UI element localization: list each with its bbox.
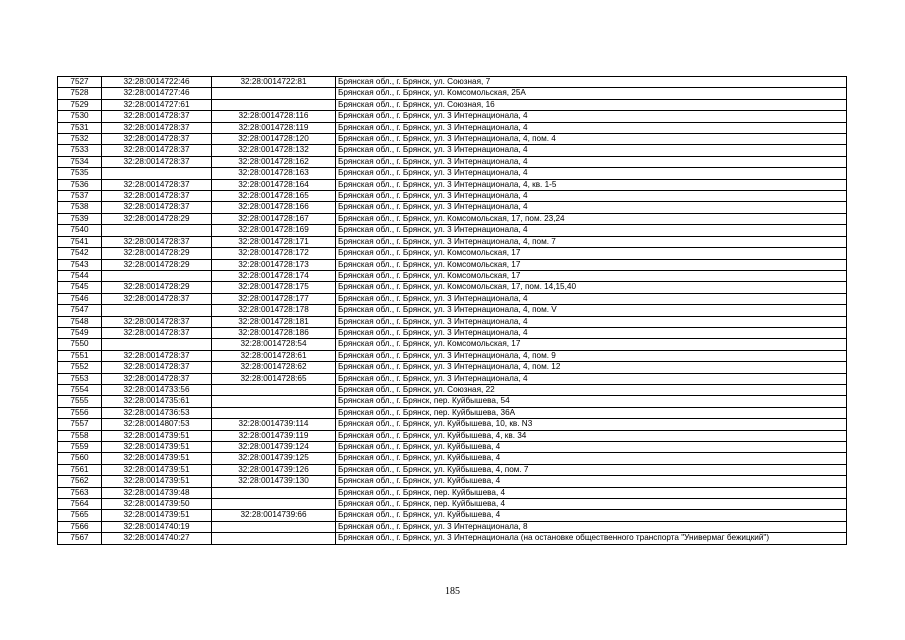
object-cadastral-number-cell [212,99,336,110]
object-cadastral-number-cell: 32:28:0014728:174 [212,270,336,281]
row-number-cell: 7559 [58,442,102,453]
object-cadastral-number-cell [212,407,336,418]
address-cell: Брянская обл., г. Брянск, ул. Комсомольская, 25А [336,88,847,99]
object-cadastral-number-cell: 32:28:0014739:114 [212,419,336,430]
object-cadastral-number-cell: 32:28:0014728:54 [212,339,336,350]
object-cadastral-number-cell: 32:28:0014728:165 [212,191,336,202]
cadastral-number-cell: 32:28:0014736:53 [102,407,212,418]
cadastral-number-cell: 32:28:0014728:29 [102,213,212,224]
object-cadastral-number-cell: 32:28:0014728:167 [212,213,336,224]
address-cell: Брянская обл., г. Брянск, пер. Куйбышева, 4 [336,499,847,510]
table-row [58,533,847,544]
object-cadastral-number-cell: 32:28:0014728:164 [212,179,336,190]
address-cell: Брянская обл., г. Брянск, ул. Куйбышева, 10, кв. N3 [336,419,847,430]
cadastral-number-cell [102,225,212,236]
table-row [58,464,847,475]
object-cadastral-number-cell: 32:28:0014728:171 [212,236,336,247]
row-number-cell: 7545 [58,282,102,293]
cadastral-number-cell: 32:28:0014728:37 [102,156,212,167]
object-cadastral-number-cell: 32:28:0014728:173 [212,259,336,270]
row-number-cell: 7554 [58,384,102,395]
cadastral-number-cell: 32:28:0014739:51 [102,464,212,475]
table-row [58,293,847,304]
row-number-cell: 7553 [58,373,102,384]
table-row [58,202,847,213]
address-cell: Брянская обл., г. Брянск, ул. Куйбышева, 4 [336,510,847,521]
table-row [58,487,847,498]
row-number-cell: 7566 [58,521,102,532]
object-cadastral-number-cell: 32:28:0014728:116 [212,111,336,122]
object-cadastral-number-cell [212,521,336,532]
row-number-cell: 7529 [58,99,102,110]
address-cell: Брянская обл., г. Брянск, ул. Куйбышева, 4, пом. 7 [336,464,847,475]
address-cell: Брянская обл., г. Брянск, ул. Комсомольская, 17 [336,270,847,281]
table-row [58,191,847,202]
row-number-cell: 7531 [58,122,102,133]
object-cadastral-number-cell: 32:28:0014728:181 [212,316,336,327]
table-row [58,225,847,236]
address-cell: Брянская обл., г. Брянск, ул. 3 Интернационала, 4, пом. 4 [336,134,847,145]
table-row [58,430,847,441]
object-cadastral-number-cell: 32:28:0014728:166 [212,202,336,213]
cadastral-number-cell [102,305,212,316]
table-row [58,373,847,384]
object-cadastral-number-cell: 32:28:0014728:120 [212,134,336,145]
cadastral-number-cell: 32:28:0014739:48 [102,487,212,498]
table-row [58,111,847,122]
table-row [58,156,847,167]
table-row [58,476,847,487]
row-number-cell: 7555 [58,396,102,407]
object-cadastral-number-cell: 32:28:0014739:119 [212,430,336,441]
address-cell: Брянская обл., г. Брянск, пер. Куйбышева, 36А [336,407,847,418]
row-number-cell: 7549 [58,327,102,338]
object-cadastral-number-cell: 32:28:0014728:132 [212,145,336,156]
object-cadastral-number-cell: 32:28:0014739:130 [212,476,336,487]
table-row [58,350,847,361]
cadastral-number-cell: 32:28:0014739:50 [102,499,212,510]
row-number-cell: 7565 [58,510,102,521]
cadastral-number-cell: 32:28:0014722:46 [102,77,212,88]
address-cell: Брянская обл., г. Брянск, ул. Комсомольская, 17 [336,248,847,259]
row-number-cell: 7541 [58,236,102,247]
address-cell: Брянская обл., г. Брянск, ул. 3 Интернационала, 4 [336,316,847,327]
address-cell: Брянская обл., г. Брянск, ул. Комсомольская, 17 [336,339,847,350]
table-row [58,384,847,395]
table-row [58,213,847,224]
table-row [58,521,847,532]
table-row [58,339,847,350]
address-cell: Брянская обл., г. Брянск, ул. 3 Интернационала, 4 [336,373,847,384]
cadastral-number-cell: 32:28:0014728:29 [102,282,212,293]
table-row [58,396,847,407]
address-cell: Брянская обл., г. Брянск, ул. 3 Интернационала, 4 [336,145,847,156]
cadastral-number-cell: 32:28:0014728:37 [102,327,212,338]
row-number-cell: 7550 [58,339,102,350]
object-cadastral-number-cell: 32:28:0014728:65 [212,373,336,384]
object-cadastral-number-cell [212,384,336,395]
cadastral-number-cell: 32:28:0014739:51 [102,442,212,453]
table-row [58,453,847,464]
address-cell: Брянская обл., г. Брянск, ул. Союзная, 16 [336,99,847,110]
address-cell: Брянская обл., г. Брянск, ул. 3 Интернационала, 4, пом. 7 [336,236,847,247]
row-number-cell: 7538 [58,202,102,213]
object-cadastral-number-cell [212,396,336,407]
row-number-cell: 7567 [58,533,102,544]
row-number-cell: 7543 [58,259,102,270]
cadastral-number-cell: 32:28:0014728:29 [102,248,212,259]
table-row [58,327,847,338]
table-row [58,362,847,373]
cadastral-number-cell: 32:28:0014728:37 [102,191,212,202]
object-cadastral-number-cell: 32:28:0014728:169 [212,225,336,236]
object-cadastral-number-cell: 32:28:0014728:61 [212,350,336,361]
object-cadastral-number-cell [212,487,336,498]
object-cadastral-number-cell [212,499,336,510]
table-row [58,282,847,293]
address-cell: Брянская обл., г. Брянск, ул. Куйбышева, 4, кв. 34 [336,430,847,441]
row-number-cell: 7533 [58,145,102,156]
table-row [58,99,847,110]
table-row [58,145,847,156]
cadastral-number-cell: 32:28:0014728:37 [102,179,212,190]
object-cadastral-number-cell: 32:28:0014728:186 [212,327,336,338]
cadastral-number-cell: 32:28:0014728:37 [102,293,212,304]
cadastral-number-cell: 32:28:0014728:37 [102,134,212,145]
object-cadastral-number-cell: 32:28:0014739:66 [212,510,336,521]
row-number-cell: 7542 [58,248,102,259]
address-cell: Брянская обл., г. Брянск, ул. Комсомольская, 17, пом. 23,24 [336,213,847,224]
cadastral-number-cell: 32:28:0014807:53 [102,419,212,430]
object-cadastral-number-cell [212,533,336,544]
cadastral-number-cell: 32:28:0014727:61 [102,99,212,110]
cadastral-number-cell: 32:28:0014728:37 [102,362,212,373]
address-cell: Брянская обл., г. Брянск, пер. Куйбышева, 54 [336,396,847,407]
address-cell: Брянская обл., г. Брянск, ул. 3 Интернационала, 4 [336,327,847,338]
row-number-cell: 7534 [58,156,102,167]
cadastral-number-cell: 32:28:0014728:37 [102,202,212,213]
address-cell: Брянская обл., г. Брянск, ул. 3 Интернационала, 4 [336,191,847,202]
table-row [58,77,847,88]
table-row [58,419,847,430]
row-number-cell: 7532 [58,134,102,145]
row-number-cell: 7560 [58,453,102,464]
address-cell: Брянская обл., г. Брянск, ул. 3 Интернационала, 4 [336,225,847,236]
cadastral-number-cell: 32:28:0014739:51 [102,453,212,464]
cadastral-number-cell: 32:28:0014728:37 [102,111,212,122]
address-cell: Брянская обл., г. Брянск, ул. 3 Интернационала, 4 [336,111,847,122]
page-number: 185 [445,586,460,597]
cadastral-number-cell: 32:28:0014728:37 [102,122,212,133]
row-number-cell: 7562 [58,476,102,487]
address-cell: Брянская обл., г. Брянск, ул. 3 Интернационала, 4 [336,293,847,304]
object-cadastral-number-cell: 32:28:0014739:125 [212,453,336,464]
row-number-cell: 7530 [58,111,102,122]
row-number-cell: 7552 [58,362,102,373]
row-number-cell: 7536 [58,179,102,190]
registry-table [57,76,847,545]
address-cell: Брянская обл., г. Брянск, ул. 3 Интернационала, 4, пом. 9 [336,350,847,361]
row-number-cell: 7535 [58,168,102,179]
table-row [58,442,847,453]
row-number-cell: 7548 [58,316,102,327]
address-cell: Брянская обл., г. Брянск, ул. 3 Интернационала, 4 [336,168,847,179]
cadastral-number-cell: 32:28:0014739:51 [102,430,212,441]
object-cadastral-number-cell: 32:28:0014728:119 [212,122,336,133]
table-row [58,270,847,281]
cadastral-number-cell: 32:28:0014728:37 [102,373,212,384]
address-cell: Брянская обл., г. Брянск, ул. 3 Интернационала, 4, пом. V [336,305,847,316]
address-cell: Брянская обл., г. Брянск, ул. Куйбышева, 4 [336,453,847,464]
table-row [58,179,847,190]
object-cadastral-number-cell [212,88,336,99]
row-number-cell: 7556 [58,407,102,418]
row-number-cell: 7540 [58,225,102,236]
row-number-cell: 7537 [58,191,102,202]
row-number-cell: 7546 [58,293,102,304]
table-row [58,259,847,270]
cadastral-number-cell: 32:28:0014740:19 [102,521,212,532]
cadastral-number-cell: 32:28:0014739:51 [102,510,212,521]
table-row [58,248,847,259]
row-number-cell: 7539 [58,213,102,224]
table-row [58,305,847,316]
address-cell: Брянская обл., г. Брянск, ул. 3 Интернационала, 4, пом. 12 [336,362,847,373]
row-number-cell: 7544 [58,270,102,281]
object-cadastral-number-cell: 32:28:0014728:163 [212,168,336,179]
row-number-cell: 7557 [58,419,102,430]
object-cadastral-number-cell: 32:28:0014739:126 [212,464,336,475]
row-number-cell: 7527 [58,77,102,88]
address-cell: Брянская обл., г. Брянск, ул. 3 Интернационала, 4 [336,202,847,213]
cadastral-number-cell [102,168,212,179]
table-row [58,134,847,145]
address-cell: Брянская обл., г. Брянск, ул. Куйбышева, 4 [336,476,847,487]
object-cadastral-number-cell: 32:28:0014728:172 [212,248,336,259]
cadastral-number-cell: 32:28:0014728:37 [102,316,212,327]
cadastral-number-cell: 32:28:0014727:46 [102,88,212,99]
table-row [58,316,847,327]
address-cell: Брянская обл., г. Брянск, ул. 3 Интернационала, 4, кв. 1-5 [336,179,847,190]
row-number-cell: 7547 [58,305,102,316]
cadastral-number-cell: 32:28:0014728:37 [102,236,212,247]
table-row [58,510,847,521]
table-row [58,122,847,133]
address-cell: Брянская обл., г. Брянск, ул. Куйбышева, 4 [336,442,847,453]
row-number-cell: 7551 [58,350,102,361]
object-cadastral-number-cell: 32:28:0014728:62 [212,362,336,373]
table-row [58,168,847,179]
row-number-cell: 7558 [58,430,102,441]
table-row [58,236,847,247]
cadastral-number-cell: 32:28:0014728:29 [102,259,212,270]
address-cell: Брянская обл., г. Брянск, ул. Комсомольская, 17 [336,259,847,270]
cadastral-number-cell: 32:28:0014735:61 [102,396,212,407]
object-cadastral-number-cell: 32:28:0014728:175 [212,282,336,293]
table-row [58,407,847,418]
row-number-cell: 7564 [58,499,102,510]
address-cell: Брянская обл., г. Брянск, ул. Комсомольская, 17, пом. 14,15,40 [336,282,847,293]
table-row [58,499,847,510]
object-cadastral-number-cell: 32:28:0014728:162 [212,156,336,167]
row-number-cell: 7561 [58,464,102,475]
object-cadastral-number-cell: 32:28:0014722:81 [212,77,336,88]
object-cadastral-number-cell: 32:28:0014728:177 [212,293,336,304]
cadastral-number-cell [102,270,212,281]
address-cell: Брянская обл., г. Брянск, ул. 3 Интернационала (на остановке общественного транспорта "Универмаг бежицкий") [336,533,847,544]
address-cell: Брянская обл., г. Брянск, ул. 3 Интернационала, 4 [336,156,847,167]
object-cadastral-number-cell: 32:28:0014728:178 [212,305,336,316]
cadastral-number-cell: 32:28:0014733:56 [102,384,212,395]
cadastral-number-cell [102,339,212,350]
row-number-cell: 7563 [58,487,102,498]
cadastral-number-cell: 32:28:0014728:37 [102,350,212,361]
table-row [58,88,847,99]
cadastral-number-cell: 32:28:0014740:27 [102,533,212,544]
address-cell: Брянская обл., г. Брянск, ул. Союзная, 22 [336,384,847,395]
address-cell: Брянская обл., г. Брянск, ул. Союзная, 7 [336,77,847,88]
address-cell: Брянская обл., г. Брянск, пер. Куйбышева, 4 [336,487,847,498]
address-cell: Брянская обл., г. Брянск, ул. 3 Интернационала, 8 [336,521,847,532]
cadastral-number-cell: 32:28:0014739:51 [102,476,212,487]
address-cell: Брянская обл., г. Брянск, ул. 3 Интернационала, 4 [336,122,847,133]
object-cadastral-number-cell: 32:28:0014739:124 [212,442,336,453]
row-number-cell: 7528 [58,88,102,99]
registry-table-body [58,77,847,545]
cadastral-number-cell: 32:28:0014728:37 [102,145,212,156]
